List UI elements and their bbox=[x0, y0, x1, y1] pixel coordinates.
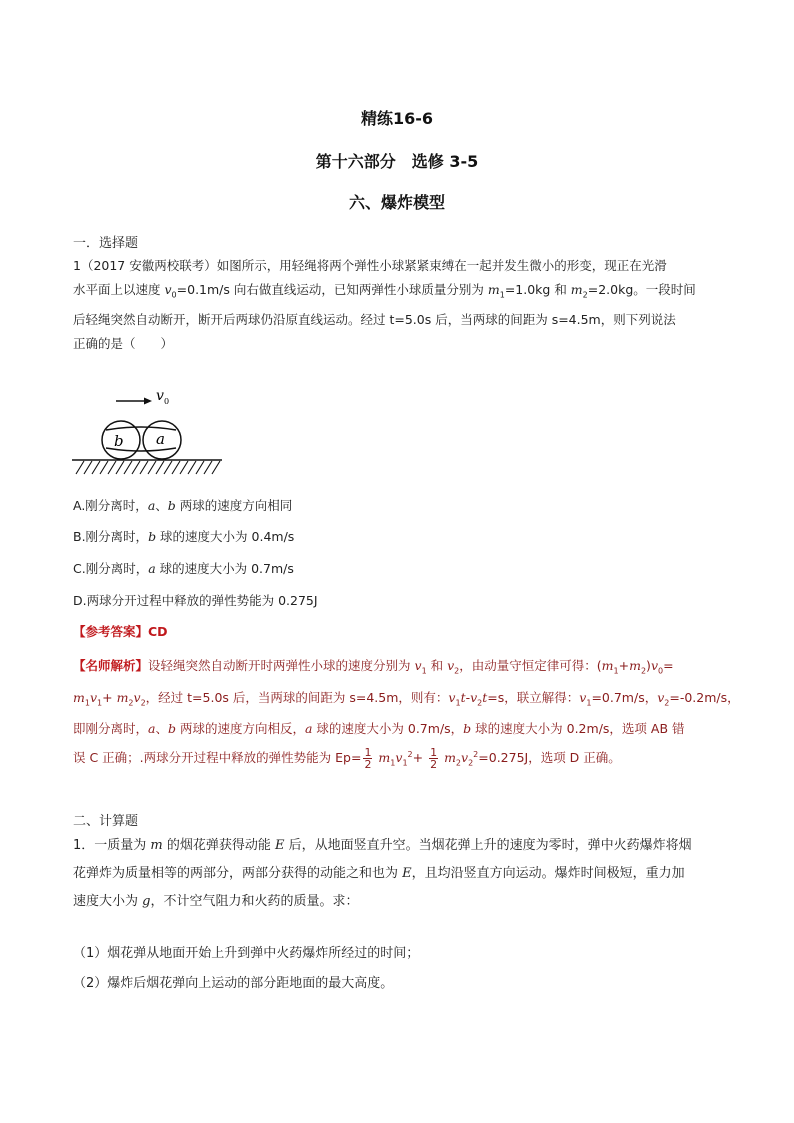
ball-b-label: b bbox=[114, 432, 124, 450]
option-a: A.刚分离时，a、b 两球的速度方向相同 bbox=[73, 498, 293, 513]
exercise-number: 精练16-6 bbox=[360, 109, 434, 128]
question-2-stem bbox=[73, 832, 733, 916]
section-choice-heading: 一．选择题 bbox=[73, 236, 139, 251]
analysis-line-2: $m_1v_1+ m_2v_2$，经过 t=5.0s 后，当两球的间距为 s=4.5m，则有：$v_1t-v_2t=s$，联立解得：$v_1=0.7m/s$，$v_2=-0.2m/s$， bbox=[73, 689, 740, 707]
q1-line-2: 水平面上以速度 $v_0=0.1m/s$ 向右做直线运动，已知两弹性小球质量分别为 $m_1=1.0kg$ 和 $m_2=2.0kg$。一段时间 bbox=[73, 282, 696, 300]
part-title: 第十六部分 选修 3-5 bbox=[315, 152, 479, 171]
reference-answer: 【参考答案】CD bbox=[73, 624, 168, 639]
fraction-half: $\frac{1}{2}$ bbox=[364, 746, 372, 772]
q1-line-4: 正确的是（ ） bbox=[73, 335, 174, 351]
fraction-half: $\frac{1}{2}$ bbox=[430, 746, 438, 772]
option-d: D.两球分开过程中释放的弹性势能为 0.275J bbox=[73, 593, 318, 608]
analysis-line-1: 【名师解析】设轻绳突然自动断开时两弹性小球的速度分别为 $v_1$ 和 $v_2$，由动量守恒定律可得：$(m_1+m_2)v_0=$ bbox=[73, 658, 674, 676]
ground-surface bbox=[72, 460, 222, 474]
q1-line-1: 1（2017 安徽两校联考）如图所示，用轻绳将两个弹性小球紧紧束缚在一起并发生微小的形变，现正在光滑 bbox=[73, 258, 667, 273]
option-c: C.刚分离时，a 球的速度大小为 0.7m/s bbox=[73, 561, 294, 576]
q2-subquestion-1: （1）烟花弹从地面开始上升到弹中火药爆炸所经过的时间； bbox=[73, 946, 420, 961]
v0-subscript: 0 bbox=[164, 397, 170, 406]
q2-subquestion-2: （2）爆炸后烟花弹向上运动的部分距地面的最大高度。 bbox=[73, 976, 394, 991]
ball-a-label: a bbox=[156, 430, 165, 448]
section-calc-heading: 二、计算题 bbox=[73, 814, 139, 829]
question-1-stem bbox=[73, 254, 733, 356]
teacher-analysis bbox=[73, 653, 739, 777]
two-balls-diagram bbox=[72, 384, 232, 484]
velocity-arrow bbox=[116, 398, 152, 405]
option-b: B.刚分离时，b 球的速度大小为 0.4m/s bbox=[73, 529, 295, 544]
q2-line-1: 1．一质量为 m 的烟花弹获得动能 E 后，从地面竖直升空。当烟花弹上升的速度为零时，弹中火药爆炸将烟 bbox=[73, 838, 692, 853]
v0-label: v bbox=[156, 388, 164, 404]
topic-title: 六、爆炸模型 bbox=[348, 193, 445, 212]
q2-line-2: 花弹炸为质量相等的两部分，两部分获得的动能之和也为 E，且均沿竖直方向运动。爆炸时间极短，重力加 bbox=[73, 866, 685, 881]
analysis-line-4: 误 C 正确；.两球分开过程中释放的弹性势能为 Ep= $\frac{1}{2}$ $m_1v_1^2+$ $\frac{1}{2}$ $m_2v_2^2=0.275J$，选项 D 正确。 bbox=[73, 746, 621, 772]
q1-line-3: 后轻绳突然自动断开，断开后两球仍沿原直线运动。经过 t=5.0s 后，当两球的间距为 s=4.5m，则下列说法 bbox=[73, 311, 676, 327]
analysis-line-3: 即刚分离时，a、b 两球的速度方向相反，a 球的速度大小为 0.7m/s，b 球的速度大小为 0.2m/s，选项 AB 错 bbox=[73, 721, 685, 736]
q2-line-3: 速度大小为 g，不计空气阻力和火药的质量。求： bbox=[73, 894, 359, 909]
